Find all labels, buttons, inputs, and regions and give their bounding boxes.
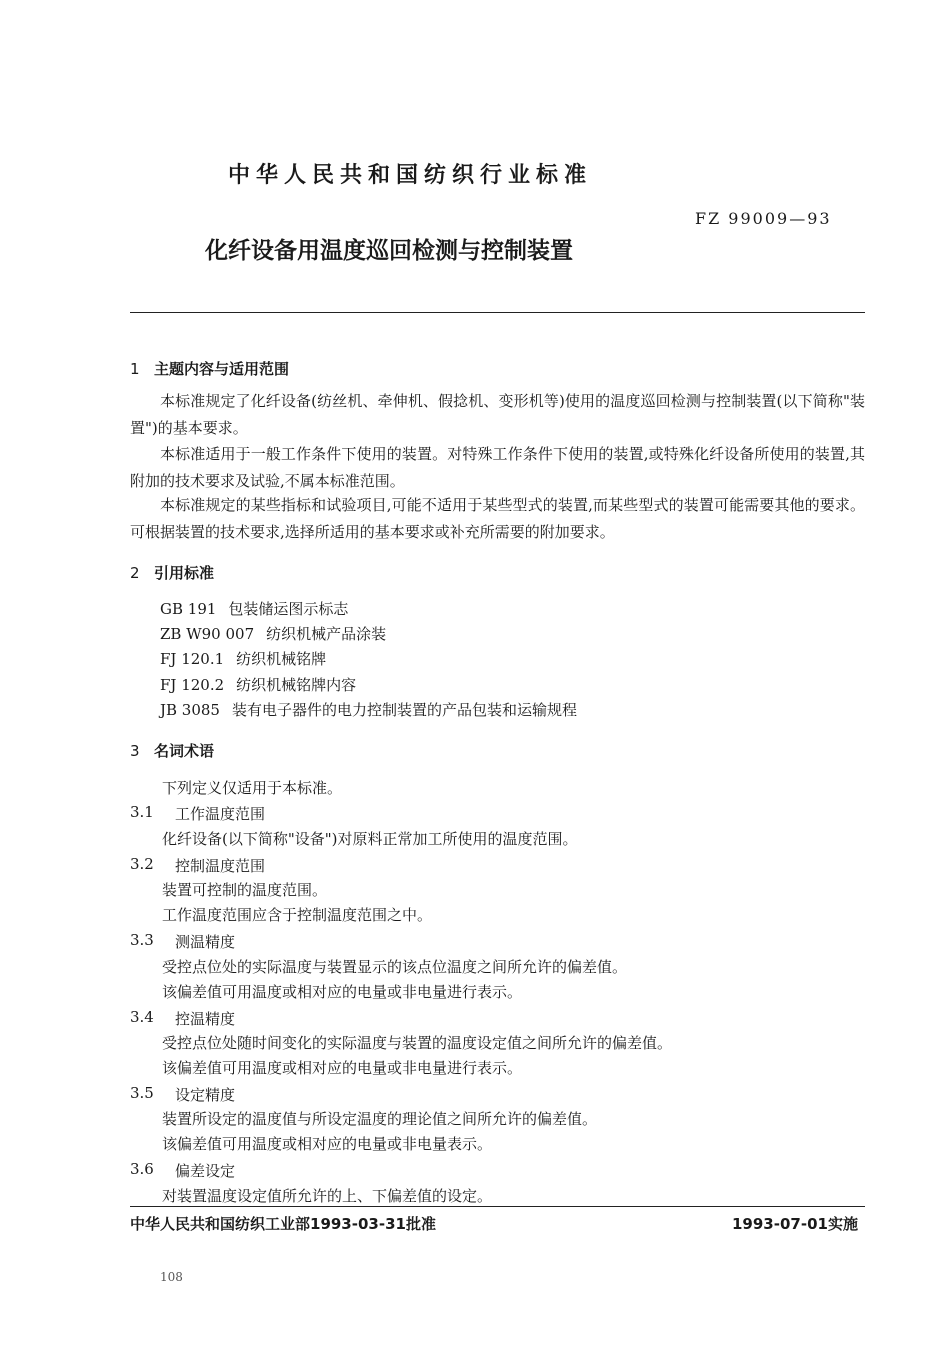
- standard-category-title: 中华人民共和国纺织行业标准: [228, 163, 593, 188]
- approval-statement: 中华人民共和国纺织工业部1993-03-31批准: [130, 1215, 436, 1233]
- section-1-heading: [130, 358, 289, 379]
- term-name: 工作温度范围: [175, 805, 266, 823]
- section-number: 1: [130, 360, 140, 378]
- term-name: 偏差设定: [175, 1162, 236, 1180]
- page-number: 108: [160, 1270, 183, 1284]
- term-definition: 受控点位处随时间变化的实际温度与装置的温度设定值之间所允许的偏差值。: [162, 1034, 673, 1052]
- section-title: 名词术语: [154, 742, 215, 760]
- paragraph: 本标准规定了化纤设备(纺丝机、牵伸机、假捻机、变形机等)使用的温度巡回检测与控制装置(以下简称"装置")的基本要求。: [130, 392, 865, 437]
- reference-code: ZB W90 007: [160, 625, 255, 643]
- term-definition: 工作温度范围应含于控制温度范围之中。: [162, 906, 433, 924]
- term-definition: 装置所设定的温度值与所设定温度的理论值之间所允许的偏差值。: [162, 1110, 598, 1128]
- term-definition: 该偏差值可用温度或相对应的电量或非电量进行表示。: [162, 983, 523, 1001]
- term-definition: 受控点位处的实际温度与装置显示的该点位温度之间所允许的偏差值。: [162, 958, 628, 976]
- term-name: 控温精度: [175, 1010, 236, 1028]
- document-title: 化纤设备用温度巡回检测与控制装置: [205, 238, 573, 264]
- term-name: 控制温度范围: [175, 857, 266, 875]
- term-definition: 该偏差值可用温度或相对应的电量或非电量表示。: [162, 1135, 493, 1153]
- paragraph: 本标准适用于一般工作条件下使用的装置。对特殊工作条件下使用的装置,或特殊化纤设备所使用的装置,其附加的技术要求及试验,不属本标准范围。: [130, 445, 865, 490]
- term-definition: 该偏差值可用温度或相对应的电量或非电量进行表示。: [162, 1059, 523, 1077]
- section-3-heading: [130, 740, 214, 761]
- term-name: 测温精度: [175, 933, 236, 951]
- header-divider: [130, 312, 865, 313]
- reference-item: [160, 623, 386, 644]
- standard-code: FZ 99009—93: [695, 209, 832, 228]
- term-number: 3.1: [130, 803, 154, 821]
- reference-item: [160, 648, 326, 669]
- term-number: 3.5: [130, 1084, 154, 1102]
- term-definition: 化纤设备(以下简称"设备")对原料正常加工所使用的温度范围。: [162, 830, 578, 848]
- reference-item: [160, 598, 348, 619]
- reference-name: 纺织机械铭牌: [236, 650, 327, 668]
- section-number: 3: [130, 742, 140, 760]
- term-number: 3.4: [130, 1008, 154, 1026]
- reference-code: FJ 120.1: [160, 650, 225, 668]
- section-title: 引用标准: [154, 564, 215, 582]
- reference-item: [160, 699, 577, 720]
- reference-name: 装有电子器件的电力控制装置的产品包装和运输规程: [231, 701, 577, 719]
- section-number: 2: [130, 564, 140, 582]
- effective-date: 1993-07-01实施: [732, 1215, 858, 1233]
- reference-item: [160, 674, 356, 695]
- reference-code: FJ 120.2: [160, 676, 225, 694]
- paragraph: 本标准规定的某些指标和试验项目,可能不适用于某些型式的装置,而某些型式的装置可能需要其他的要求。可根据装置的技术要求,选择所适用的基本要求或补充所需要的附加要求。: [130, 496, 865, 541]
- term-definition: 对装置温度设定值所允许的上、下偏差值的设定。: [162, 1187, 493, 1205]
- term-number: 3.3: [130, 931, 154, 949]
- term-definition: 装置可控制的温度范围。: [162, 881, 328, 899]
- reference-name: 纺织机械铭牌内容: [236, 676, 357, 694]
- reference-code: GB 191: [160, 600, 217, 618]
- reference-code: JB 3085: [160, 701, 220, 719]
- section-intro: 下列定义仅适用于本标准。: [162, 779, 343, 797]
- section-2-heading: [130, 562, 214, 583]
- term-number: 3.2: [130, 855, 154, 873]
- term-name: 设定精度: [175, 1086, 236, 1104]
- term-number: 3.6: [130, 1160, 154, 1178]
- section-title: 主题内容与适用范围: [154, 360, 290, 378]
- reference-name: 包装储运图示标志: [228, 600, 349, 618]
- footer-divider: [130, 1206, 865, 1207]
- reference-name: 纺织机械产品涂装: [266, 625, 387, 643]
